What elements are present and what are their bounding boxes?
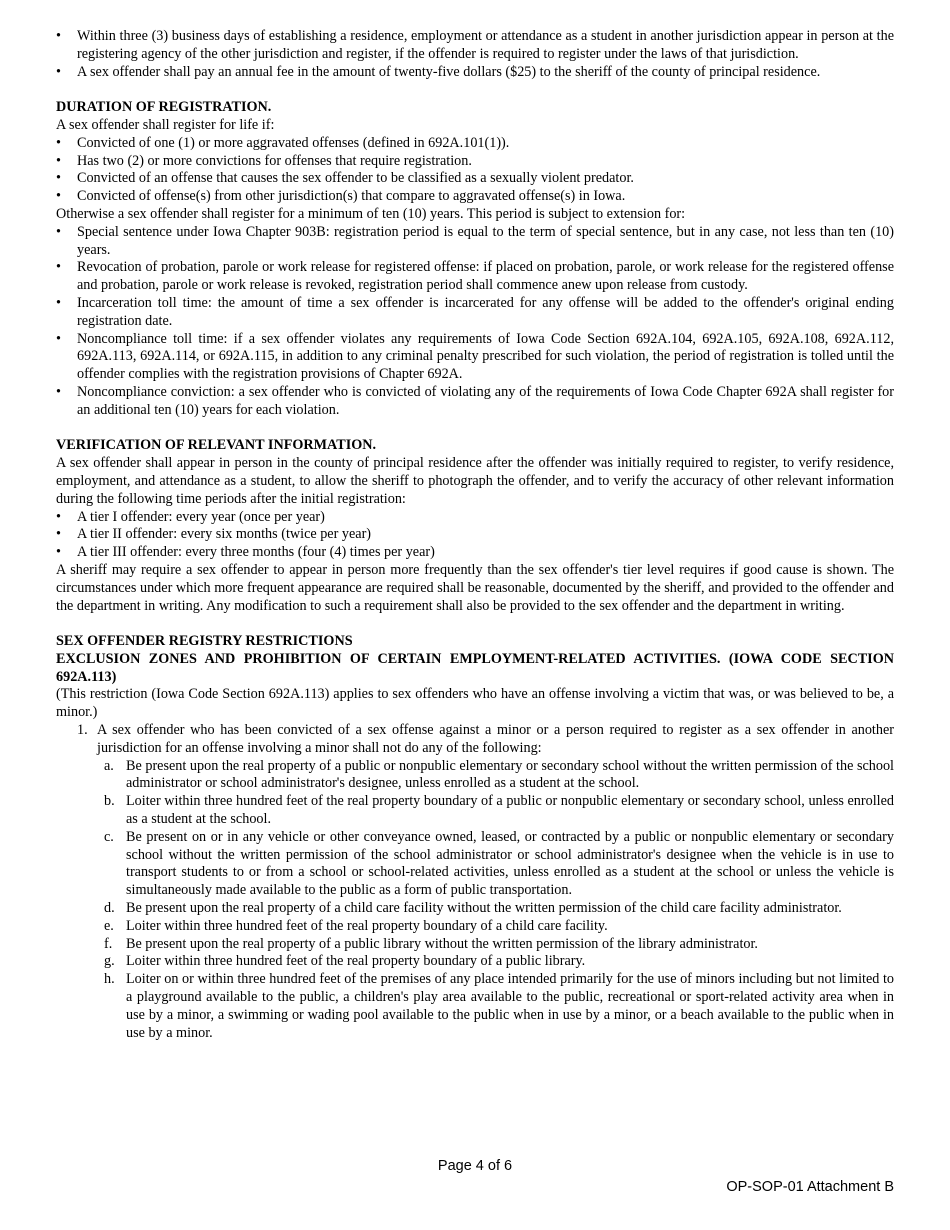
extension-bullet-list	[56, 224, 894, 420]
list-item: • Special sentence under Iowa Chapter 903B: registration period is equal to the term of special sentence, but in any case, not less than ten (10) years.	[56, 224, 894, 260]
document-reference: OP-SOP-01 Attachment B	[726, 1179, 894, 1195]
verification-heading: VERIFICATION OF RELEVANT INFORMATION.	[56, 437, 377, 454]
verification-closing: A sheriff may require a sex offender to appear in person more frequently than the sex offender's tier level requires if good cause is shown. The circumstances under which more frequent appearance are required shall be reasonable, documented by the sheriff, and provided to the offender and the department in writing. Any modification to such a requirement shall also be provided to the sex offender and the department in writing.	[56, 561, 894, 614]
item-text: Be present upon the real property of a public library without the written permission of the library administrator.	[126, 935, 758, 952]
item-text: Be present on or in any vehicle or other conveyance owned, leased, or contracted by a public or nonpublic elementary or secondary school without the written permission of the school administrator or school administrator's designee when the vehicle is in use to transport students to or from a school or school-related activities, unless enrolled as a student at the school or unless the vehicle is simultaneously made available to the public as a form of public transportation.	[126, 828, 894, 899]
list-item	[56, 936, 894, 954]
list-item: • A tier III offender: every three months (four (4) times per year)	[56, 544, 894, 562]
list-item	[56, 829, 894, 900]
list-item: • Has two (2) or more convictions for offenses that require registration.	[56, 153, 894, 171]
item-marker: h.	[104, 971, 115, 988]
list-item: • Within three (3) business days of establishing a residence, employment or attendance as a student in another jurisdiction appear in person at the registering agency of the other jurisdiction and register, if the offender is required to register under the laws of that jurisdiction.	[56, 28, 894, 64]
list-item: • Convicted of one (1) or more aggravated offenses (defined in 692A.101(1)).	[56, 135, 894, 153]
restriction-note: (This restriction (Iowa Code Section 692A.113) applies to sex offenders who have an offense involving a victim that was, or was believed to be, a minor.)	[56, 686, 894, 721]
list-item	[56, 971, 894, 1042]
item-text: A sex offender who has been convicted of a sex offense against a minor or a person required to register as a sex offender in another jurisdiction for an offense involving a minor shall not do any of the following:	[97, 722, 894, 756]
item-text: Be present upon the real property of a child care facility without the written permission of the child care facility administrator.	[126, 900, 842, 917]
list-item: • Incarceration toll time: the amount of time a sex offender is incarcerated for any offense will be added to the offender's original ending registration date.	[56, 295, 894, 331]
item-marker: g.	[104, 953, 115, 970]
list-item: • Noncompliance toll time: if a sex offender violates any requirements of Iowa Code Section 692A.104, 692A.105, 692A.108, 692A.112, 692A.113, 692A.114, or 692A.115, in addition to any criminal penalty prescribed for such violation, the period of registration is tolled until the offender complies with the registration provisions of Chapter 692A.	[56, 331, 894, 384]
life-bullet-list	[56, 135, 894, 206]
item-text: Loiter within three hundred feet of the real property boundary of a child care facility.	[126, 917, 608, 934]
list-item: • Convicted of offense(s) from other jurisdiction(s) that compare to aggravated offense(s) in Iowa.	[56, 188, 894, 206]
duration-heading: DURATION OF REGISTRATION.	[56, 99, 272, 116]
list-item	[56, 758, 894, 794]
document-page	[56, 28, 894, 1042]
list-item: • A sex offender shall pay an annual fee in the amount of twenty-five dollars ($25) to the sheriff of the county of principal residence.	[56, 64, 894, 82]
item-text: Loiter on or within three hundred feet of the premises of any place intended primarily for the use of minors including but not limited to a playground available to the public, a children's play area available to the public, recreational or sport-related activity area when in use by a minor, a swimming or wading pool available to the public when in use by a minor, or a beach available to the public when in use by a minor.	[126, 971, 894, 1041]
list-item	[56, 953, 894, 971]
verification-intro: A sex offender shall appear in person in the county of principal residence after the offender was initially required to register, to verify residence, employment, and attendance as a student, to allow the sheriff to photograph the offender, and to verify the accuracy of other relevant information during the following time periods after the initial registration:	[56, 455, 894, 507]
item-marker: d.	[104, 900, 115, 917]
exclusion-zones-heading: EXCLUSION ZONES AND PROHIBITION OF CERTAIN EMPLOYMENT-RELATED ACTIVITIES. (IOWA CODE SECTION 692A.113)	[56, 650, 894, 685]
list-item	[56, 918, 894, 936]
item-marker: e.	[104, 917, 114, 934]
item-marker: f.	[104, 935, 113, 952]
item-marker: a.	[104, 757, 114, 774]
item-text: Loiter within three hundred feet of the real property boundary of a public or nonpublic elementary or secondary school, unless enrolled as a student at the school.	[126, 793, 894, 828]
list-item: • Revocation of probation, parole or work release for registered offense: if placed on probation, parole, or work release for the registered offense and probation, parole or work release is revoked, registration period shall commence anew upon release from custody.	[56, 259, 894, 295]
item-marker: c.	[104, 828, 114, 845]
list-item	[56, 793, 894, 829]
numbered-item-1	[56, 722, 894, 758]
item-marker: b.	[104, 793, 115, 810]
life-intro: A sex offender shall register for life if:	[56, 116, 275, 133]
item-marker: 1.	[77, 722, 88, 739]
page-number: Page 4 of 6	[437, 1158, 513, 1174]
tier-bullet-list	[56, 509, 894, 562]
list-item: • A tier I offender: every year (once per year)	[56, 509, 894, 527]
list-item	[56, 900, 894, 918]
list-item: • Convicted of an offense that causes the sex offender to be classified as a sexually violent predator.	[56, 170, 894, 188]
restrictions-heading: SEX OFFENDER REGISTRY RESTRICTIONS	[56, 633, 353, 650]
intro-bullet-list	[56, 28, 894, 81]
list-item: • A tier II offender: every six months (twice per year)	[56, 526, 894, 544]
item-text: Be present upon the real property of a public or nonpublic elementary or secondary school without the written permission of the school administrator or school administrator's designee, unless enrolled as a student at the school.	[126, 757, 894, 792]
list-item: • Noncompliance conviction: a sex offender who is convicted of violating any of the requirements of Iowa Code Chapter 692A shall register for an additional ten (10) years for each violation.	[56, 384, 894, 420]
ten-year-intro: Otherwise a sex offender shall register for a minimum of ten (10) years. This period is subject to extension for:	[56, 205, 686, 222]
item-text: Loiter within three hundred feet of the real property boundary of a public library.	[126, 953, 586, 970]
prohibition-list	[56, 758, 894, 1043]
